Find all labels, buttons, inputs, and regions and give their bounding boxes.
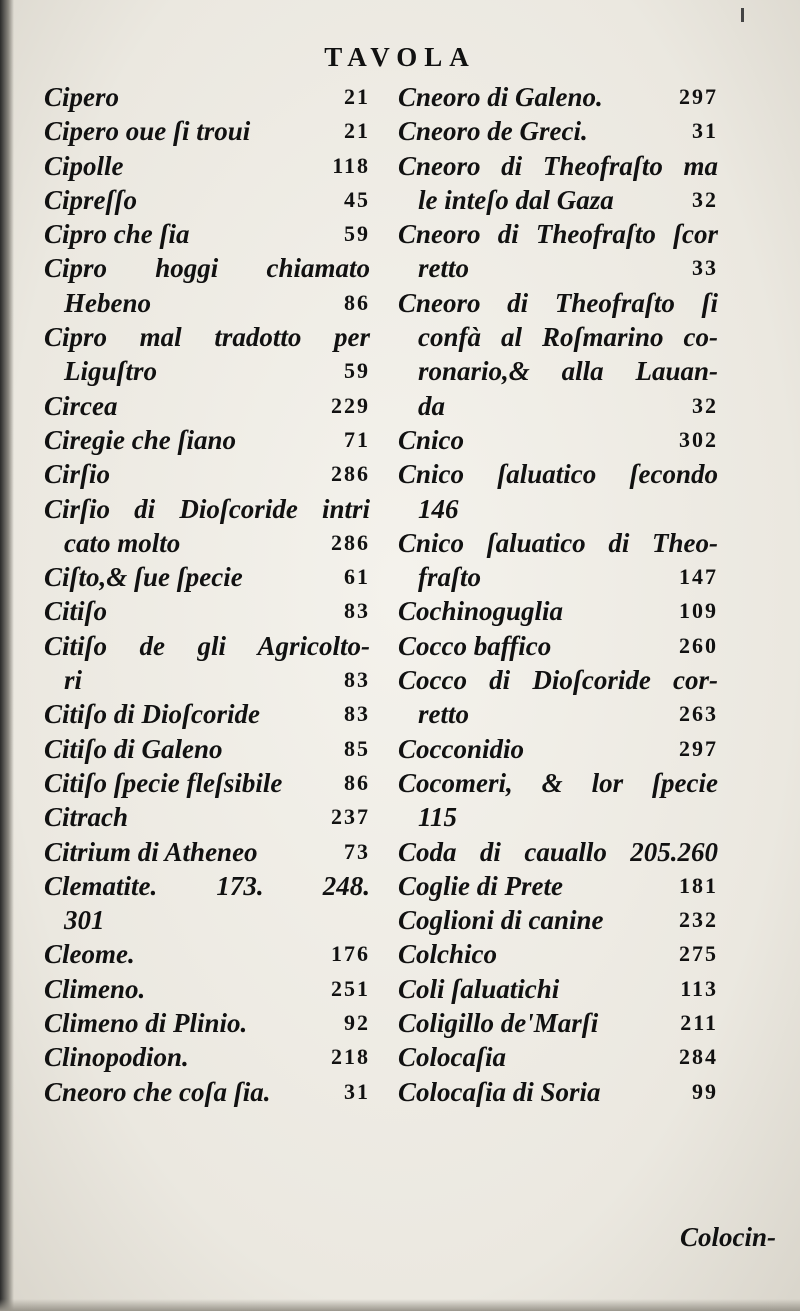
entry-page-number: 147 — [679, 564, 718, 590]
entry-text: Cocconidio — [398, 733, 524, 764]
index-entry — [398, 937, 718, 971]
index-entry — [44, 594, 370, 628]
entry-page-number: 176 — [331, 941, 370, 967]
entry-page-number: 181 — [679, 872, 718, 898]
entry-text: ronario,& alla Lauan- — [418, 356, 718, 387]
entry-page-number: 86 — [344, 769, 370, 795]
index-entry — [398, 766, 718, 800]
index-entry — [44, 937, 370, 971]
entry-page-number: 61 — [344, 564, 370, 590]
entry-text: Cipero — [44, 82, 120, 112]
entry-text: Cipro che ſia — [44, 219, 190, 250]
index-entry — [44, 526, 370, 560]
entry-page-number: 237 — [331, 804, 370, 830]
index-entry — [44, 663, 370, 697]
entry-text: Cipero oue ſi troui — [44, 116, 251, 147]
index-entry — [44, 114, 370, 148]
entry-text: Citiſo di Dioſcoride — [44, 699, 260, 730]
entry-page-number: 118 — [332, 152, 370, 178]
entry-page-number: 113 — [680, 975, 718, 1001]
entry-text: 301 — [64, 905, 105, 936]
index-entry — [44, 389, 370, 423]
index-entry — [44, 457, 370, 491]
index-entry — [44, 800, 370, 834]
index-entry — [44, 560, 370, 594]
index-entry — [44, 732, 370, 766]
index-entry — [44, 217, 370, 251]
entry-text: Cocco di Dioſcoride cor- — [398, 665, 718, 696]
entry-text: 115 — [418, 802, 458, 833]
index-entry — [398, 286, 718, 320]
catchword: Colocin- — [679, 1222, 776, 1252]
entry-text: Cipreſſo — [44, 184, 137, 215]
entry-text: Cnico ſaluatico ſecondo — [398, 459, 718, 490]
index-entry — [398, 800, 718, 834]
entry-text: Coglie di Prete — [398, 870, 563, 901]
index-entry — [398, 457, 718, 491]
index-entry — [398, 560, 718, 594]
entry-page-number: 99 — [692, 1078, 718, 1104]
entry-text: Coglioni di canine — [398, 905, 604, 936]
entry-page-number: 286 — [331, 461, 370, 487]
index-entry — [44, 492, 370, 526]
entry-text: Cneoro di Theofraſto ſi — [398, 287, 718, 318]
index-column-left — [44, 80, 370, 1109]
entry-text: ri — [64, 665, 83, 696]
entry-page-number: 286 — [331, 529, 370, 555]
entry-text: Climeno di Plinio. — [44, 1008, 248, 1039]
entry-text: Coli ſaluatichi — [398, 973, 560, 1004]
entry-text: Colocaſia — [398, 1042, 506, 1073]
index-entry — [398, 835, 718, 869]
entry-text: Cneoro di Theofraſto ſcor — [398, 219, 718, 250]
entry-text: da — [418, 390, 445, 421]
index-entry — [398, 354, 718, 388]
index-entry — [44, 835, 370, 869]
entry-page-number: 275 — [679, 941, 718, 967]
entry-text: Citiſo de gli Agricolto- — [44, 630, 370, 661]
entry-page-number: 297 — [679, 735, 718, 761]
index-entry — [398, 697, 718, 731]
index-entry — [398, 1006, 718, 1040]
entry-page-number: 59 — [344, 358, 370, 384]
entry-text: Coda di cauallo 205.260 — [398, 836, 718, 867]
entry-text: 146 — [418, 493, 459, 524]
index-entry — [398, 492, 718, 526]
entry-page-number: 31 — [692, 118, 718, 144]
entry-text: Coligillo de'Marſi — [398, 1008, 599, 1039]
page-bottom-shadow — [0, 1299, 800, 1311]
index-column-right — [398, 80, 718, 1109]
entry-text: Citrium di Atheneo — [44, 836, 258, 867]
entry-text: Liguſtro — [64, 356, 158, 387]
index-entry — [44, 972, 370, 1006]
entry-text: Cneoro de Greci. — [398, 116, 588, 147]
index-entry — [398, 149, 718, 183]
entry-page-number: 31 — [344, 1078, 370, 1104]
index-entry — [44, 697, 370, 731]
index-entry — [44, 1040, 370, 1074]
entry-page-number: 302 — [679, 426, 718, 452]
entry-text: Cnico ſaluatico di Theo- — [398, 527, 718, 558]
entry-text: Circea — [44, 390, 118, 421]
entry-text: Cirſio — [44, 459, 111, 490]
index-entry — [398, 972, 718, 1006]
index-entry — [44, 903, 370, 937]
entry-text: Citiſo ſpecie fleſsibile — [44, 767, 283, 798]
entry-text: retto — [418, 699, 469, 730]
index-entry — [398, 1040, 718, 1074]
entry-page-number: 59 — [344, 221, 370, 247]
entry-page-number: 32 — [692, 186, 718, 212]
entry-page-number: 297 — [679, 84, 718, 109]
index-entry — [398, 183, 718, 217]
entry-page-number: 21 — [344, 118, 370, 144]
entry-text: le inteſo dal Gaza — [418, 184, 614, 215]
entry-text: Cneoro che coſa ſia. — [44, 1076, 271, 1107]
index-entry — [398, 903, 718, 937]
page-edge-shadow — [0, 0, 14, 1311]
entry-page-number: 211 — [680, 1010, 718, 1036]
index-entry — [44, 320, 370, 354]
entry-text: Cirſio di Dioſcoride intri — [44, 493, 370, 524]
entry-text: Cipolle — [44, 150, 124, 181]
index-entry — [44, 183, 370, 217]
entry-page-number: 83 — [344, 667, 370, 693]
entry-page-number: 229 — [331, 392, 370, 418]
index-entry — [398, 663, 718, 697]
entry-text: Cocomeri, & lor ſpecie — [398, 767, 718, 798]
entry-page-number: 71 — [344, 426, 370, 452]
entry-page-number: 232 — [679, 907, 718, 933]
entry-text: Citiſo di Galeno — [44, 733, 223, 764]
entry-text: Citrach — [44, 802, 129, 833]
running-header: TAVOLA — [324, 42, 476, 72]
index-entry — [398, 1075, 718, 1109]
index-entry — [398, 526, 718, 560]
index-entry — [398, 114, 718, 148]
entry-page-number: 73 — [344, 838, 370, 864]
index-entry — [398, 320, 718, 354]
index-entry — [44, 423, 370, 457]
index-entry — [44, 766, 370, 800]
index-entry — [44, 629, 370, 663]
entry-page-number: 45 — [344, 186, 370, 212]
entry-page-number: 109 — [679, 598, 718, 624]
index-entry — [44, 354, 370, 388]
index-entry — [44, 1075, 370, 1109]
entry-text: Cleome. — [44, 939, 135, 970]
entry-text: cato molto — [64, 527, 181, 558]
entry-page-number: 33 — [692, 255, 718, 281]
entry-text: confà al Roſmarino co- — [418, 322, 718, 353]
entry-page-number: 218 — [331, 1044, 370, 1070]
entry-page-number: 32 — [692, 392, 718, 418]
index-entry — [44, 80, 370, 114]
entry-text: Colchico — [398, 939, 497, 970]
index-entry — [398, 217, 718, 251]
index-entry — [44, 149, 370, 183]
entry-text: Cipro hoggi chiamato — [44, 253, 370, 284]
entry-text: Climeno. — [44, 973, 146, 1004]
index-entry — [398, 251, 718, 285]
entry-text: Hebeno — [64, 287, 151, 318]
entry-text: Citiſo — [44, 596, 108, 627]
index-entry — [398, 732, 718, 766]
entry-text: Cochinoguglia — [398, 596, 564, 627]
entry-page-number: 83 — [344, 598, 370, 624]
index-entry — [44, 1006, 370, 1040]
entry-page-number: 92 — [344, 1010, 370, 1036]
entry-text: Cnico — [398, 424, 465, 455]
entry-page-number: 251 — [331, 975, 370, 1001]
entry-page-number: 284 — [679, 1044, 718, 1070]
entry-text: Colocaſia di Soria — [398, 1076, 601, 1107]
entry-text: Ciregie che ſiano — [44, 424, 236, 455]
index-entry — [44, 251, 370, 285]
index-entry — [398, 629, 718, 663]
index-entry — [44, 869, 370, 903]
print-mark — [741, 8, 744, 22]
entry-text: Cocco baffico — [398, 630, 552, 661]
entry-text: Cipro mal tradotto per — [44, 322, 370, 353]
entry-page-number: 263 — [679, 701, 718, 727]
index-entry — [398, 389, 718, 423]
entry-text: Clematite. 173. 248. — [44, 870, 370, 901]
index-entry — [398, 423, 718, 457]
index-entry — [398, 869, 718, 903]
entry-text: Clinopodion. — [44, 1042, 189, 1073]
entry-page-number: 83 — [344, 701, 370, 727]
index-entry — [398, 594, 718, 628]
index-entry — [44, 286, 370, 320]
entry-page-number: 260 — [679, 632, 718, 658]
entry-text: Cneoro di Galeno. — [398, 82, 603, 112]
entry-page-number: 21 — [344, 84, 370, 109]
entry-page-number: 86 — [344, 289, 370, 315]
entry-text: fraſto — [418, 562, 481, 593]
index-entry — [398, 80, 718, 114]
entry-text: retto — [418, 253, 469, 284]
entry-text: Cneoro di Theofraſto ma — [398, 150, 718, 181]
entry-page-number: 85 — [344, 735, 370, 761]
entry-text: Ciſto,& ſue ſpecie — [44, 562, 243, 593]
